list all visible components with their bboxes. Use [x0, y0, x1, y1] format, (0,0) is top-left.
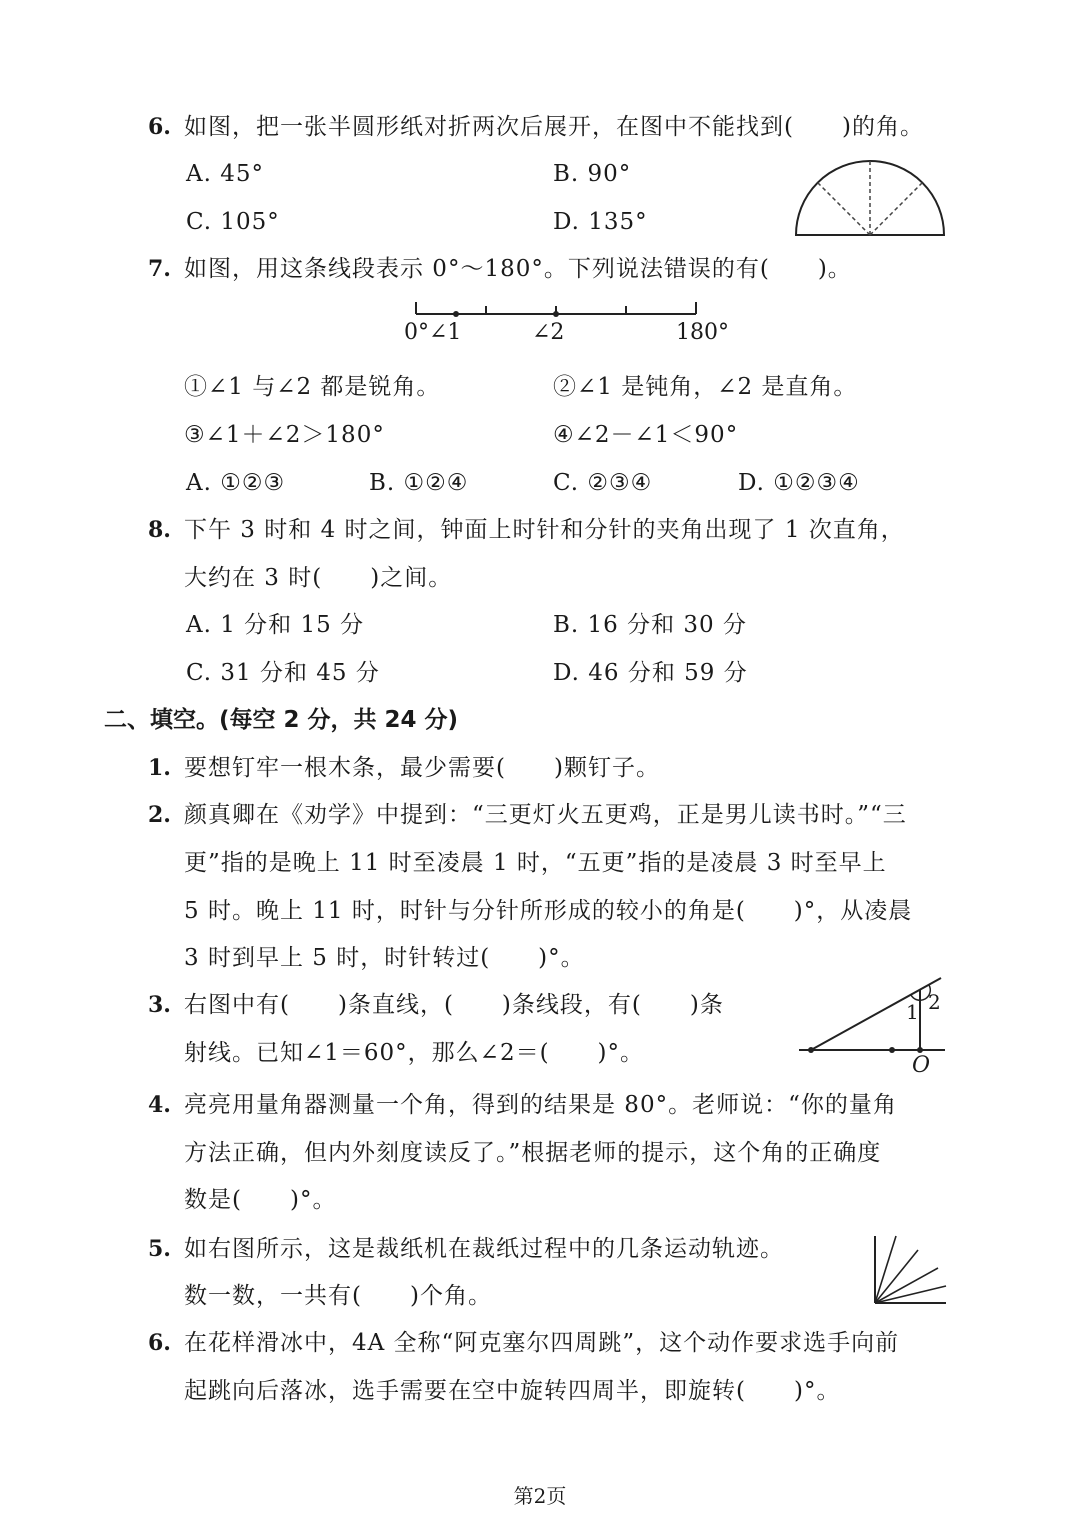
q6-number: 6. [148, 114, 171, 140]
q7-statement-1: ①∠1 与∠2 都是锐角。 [184, 374, 441, 400]
angle-number-line [408, 298, 708, 322]
fill-q2-line4: 3 时到早上 5 时，时针转过( )°。 [184, 945, 585, 971]
page-number: 第2页 [513, 1484, 567, 1508]
q7-option-d: D. ①②③④ [738, 470, 860, 496]
q8-option-c: C. 31 分和 45 分 [186, 660, 380, 686]
q8-number: 8. [148, 517, 171, 543]
semicircle-figure [790, 155, 950, 241]
q6-option-d: D. 135° [553, 209, 648, 235]
q8-line2: 大约在 3 时( )之间。 [184, 565, 453, 591]
fill-q6-number: 6. [148, 1330, 171, 1356]
fill-q3-line2: 射线。已知∠1＝60°，那么∠2＝( )°。 [184, 1040, 645, 1066]
q7-number: 7. [148, 256, 171, 282]
q6-option-b: B. 90° [553, 161, 632, 187]
q7-option-c: C. ②③④ [553, 470, 653, 496]
fill-q2-number: 2. [148, 802, 171, 828]
q7-statement-2: ②∠1 是钝角，∠2 是直角。 [553, 374, 858, 400]
fill-q6-line2: 起跳向后落冰，选手需要在空中旋转四周半，即旋转( )°。 [184, 1378, 841, 1404]
line-label-angle2: ∠2 [532, 320, 565, 345]
fill-q1-number: 1. [148, 755, 171, 781]
fill-q6-line1: 在花样滑冰中，4A 全称“阿克塞尔四周跳”，这个动作要求选手向前 [184, 1330, 900, 1356]
q8-line1: 下午 3 时和 4 时之间，钟面上时针和分针的夹角出现了 1 次直角， [184, 517, 905, 543]
q6-option-a: A. 45° [186, 161, 264, 187]
fill-q4-line3: 数是( )°。 [184, 1187, 337, 1213]
fill-q5-line1: 如右图所示，这是裁纸机在裁纸过程中的几条运动轨迹。 [184, 1236, 784, 1262]
q7-statement-4: ④∠2－∠1＜90° [553, 422, 739, 448]
fill-q1-text: 要想钉牢一根木条，最少需要( )颗钉子。 [184, 755, 660, 781]
fill-q2-line3: 5 时。晚上 11 时，时针与分针所形成的较小的角是( )°，从凌晨 [184, 898, 913, 924]
q6-option-c: C. 105° [186, 209, 280, 235]
q6-text: 如图，把一张半圆形纸对折两次后展开，在图中不能找到( )的角。 [184, 114, 924, 140]
figure-label-angle2: 2 [928, 990, 941, 1014]
fill-q3-line1: 右图中有( )条直线，( )条线段，有( )条 [184, 992, 724, 1018]
lines-rays-figure [795, 972, 950, 1058]
q7-option-a: A. ①②③ [186, 470, 286, 496]
q7-statement-3: ③∠1＋∠2＞180° [184, 422, 385, 448]
fill-q5-line2: 数一数，一共有( )个角。 [184, 1283, 492, 1309]
figure-label-point-o: O [912, 1053, 931, 1078]
line-label-zero-angle1: 0°∠1 [404, 320, 462, 345]
line-label-180: 180° [676, 320, 729, 345]
q8-option-d: D. 46 分和 59 分 [553, 660, 748, 686]
paper-cutter-rays-figure [868, 1232, 950, 1307]
q7-option-b: B. ①②④ [369, 470, 469, 496]
fill-q4-number: 4. [148, 1092, 171, 1118]
q8-option-b: B. 16 分和 30 分 [553, 612, 747, 638]
fill-q4-line2: 方法正确，但内外刻度读反了。”根据老师的提示，这个角的正确度 [184, 1140, 882, 1166]
q7-text: 如图，用这条线段表示 0°～180°。下列说法错误的有( )。 [184, 256, 852, 282]
fill-q2-line1: 颜真卿在《劝学》中提到：“三更灯火五更鸡，正是男儿读书时。”“三 [184, 802, 907, 828]
q8-option-a: A. 1 分和 15 分 [186, 612, 365, 638]
fill-q3-number: 3. [148, 992, 171, 1018]
fill-q2-line2: 更”指的是晚上 11 时至凌晨 1 时，“五更”指的是凌晨 3 时至早上 [184, 850, 887, 876]
figure-label-angle1: 1 [906, 1000, 919, 1024]
fill-q4-line1: 亮亮用量角器测量一个角，得到的结果是 80°。老师说：“你的量角 [184, 1092, 897, 1118]
fill-q5-number: 5. [148, 1236, 171, 1262]
section-heading-fill-in: 二、填空。(每空 2 分，共 24 分) [104, 707, 459, 733]
